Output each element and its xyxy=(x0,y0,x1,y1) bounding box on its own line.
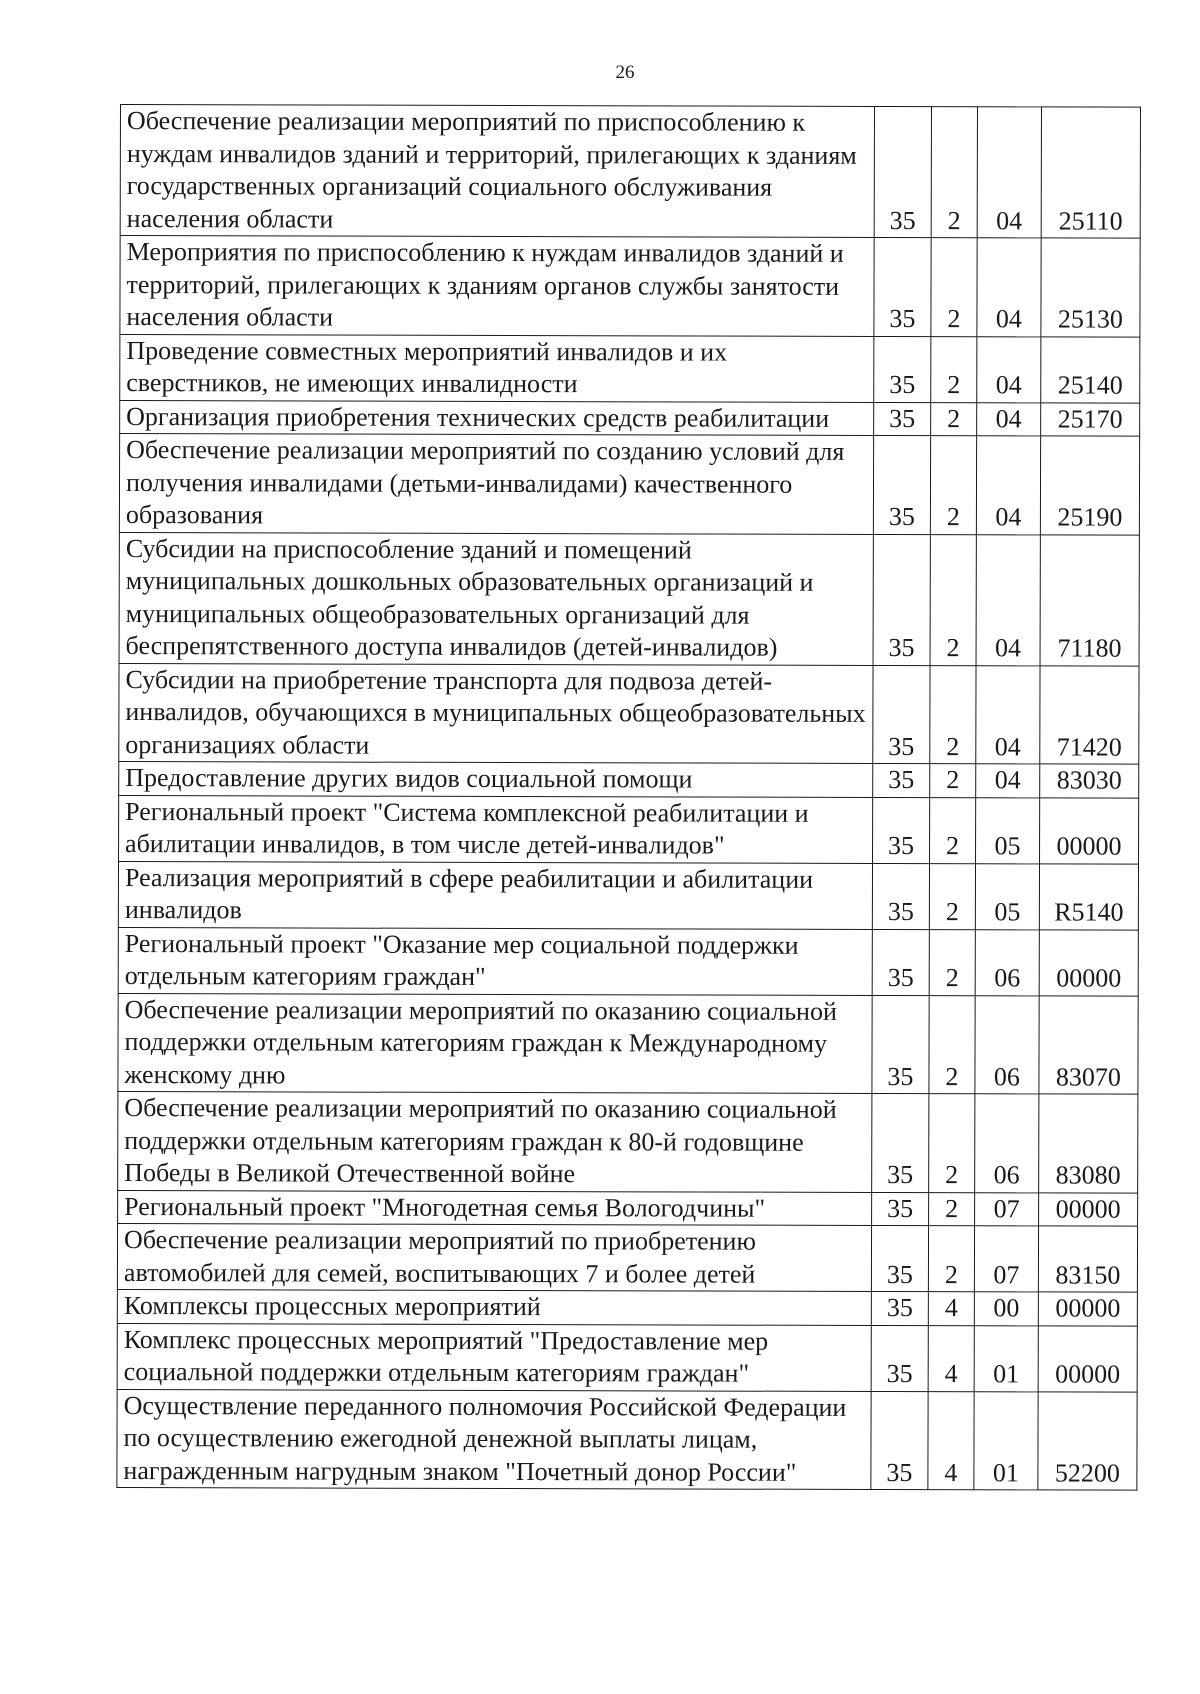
row-name-cell: Организация приобретения технических средств реабилитации xyxy=(120,400,874,435)
table-row xyxy=(118,1091,1138,1192)
table-row xyxy=(119,532,1139,666)
table-row xyxy=(117,1223,1137,1292)
table-row xyxy=(119,663,1139,764)
code-cell-4: 00000 xyxy=(1039,929,1138,995)
code-cell-4: 00000 xyxy=(1038,1292,1137,1326)
table-row xyxy=(117,1389,1137,1490)
code-cell-1: 35 xyxy=(872,995,929,1094)
code-cell-1: 35 xyxy=(874,237,931,336)
row-name-cell: Обеспечение реализации мероприятий по приобретению автомобилей для семей, воспитывающих 7 и более детей xyxy=(117,1223,871,1291)
code-cell-1: 35 xyxy=(874,336,931,402)
code-cell-1: 35 xyxy=(873,763,930,797)
table-body xyxy=(117,105,1141,1491)
code-cell-1: 35 xyxy=(873,665,930,764)
code-cell-2: 2 xyxy=(930,797,976,863)
table-row xyxy=(119,795,1139,864)
row-name-cell: Осуществление переданного полномочия Российской Федерации по осуществлению ежегодной денежной выплаты лицам, награжденным нагрудным знаком "Почетный донор России" xyxy=(117,1389,871,1489)
code-cell-2: 2 xyxy=(929,995,975,1094)
code-cell-3: 06 xyxy=(975,929,1039,995)
row-name-cell: Реализация мероприятий в сфере реабилитации и абилитации инвалидов xyxy=(118,861,872,929)
page-number: 26 xyxy=(615,62,635,83)
code-cell-4: 00000 xyxy=(1038,1325,1137,1391)
table-row xyxy=(119,434,1139,535)
row-name-cell: Предоставление других видов социальной помощи xyxy=(119,761,873,796)
code-cell-3: 01 xyxy=(974,1391,1038,1490)
code-cell-3: 05 xyxy=(975,863,1039,929)
code-cell-3: 06 xyxy=(975,995,1039,1094)
code-cell-2: 2 xyxy=(930,665,976,764)
code-cell-2: 4 xyxy=(928,1391,974,1490)
table-row xyxy=(118,993,1138,1094)
row-name-cell: Региональный проект "Система комплексной реабилитации и абилитации инвалидов, в том числе детей-инвалидов" xyxy=(119,795,873,863)
code-cell-3: 04 xyxy=(976,534,1040,665)
code-cell-4: 00000 xyxy=(1040,797,1139,863)
code-cell-2: 2 xyxy=(928,1226,974,1292)
code-cell-2: 2 xyxy=(929,1192,975,1226)
code-cell-3: 07 xyxy=(975,1192,1039,1226)
code-cell-3: 01 xyxy=(974,1325,1038,1391)
code-cell-3: 04 xyxy=(976,764,1040,798)
code-cell-4: 71180 xyxy=(1040,534,1139,665)
code-cell-4: 00000 xyxy=(1039,1192,1138,1226)
code-cell-2: 2 xyxy=(930,436,976,535)
code-cell-2: 2 xyxy=(931,107,977,238)
table-row xyxy=(120,236,1140,337)
row-name-cell: Обеспечение реализации мероприятий по оказанию социальной поддержки отдельным категориям граждан к Международному женскому дню xyxy=(118,993,872,1093)
code-cell-3: 05 xyxy=(976,797,1040,863)
row-name-cell: Региональный проект "Многодетная семья Вологодчины" xyxy=(118,1190,872,1225)
code-cell-4: 25190 xyxy=(1040,436,1139,535)
code-cell-1: 35 xyxy=(872,1093,929,1192)
code-cell-4: 25170 xyxy=(1041,402,1140,436)
code-cell-1: 35 xyxy=(872,1192,929,1226)
table-row xyxy=(117,1323,1137,1392)
budget-classification-table xyxy=(116,104,1141,1491)
code-cell-3: 04 xyxy=(977,402,1041,436)
code-cell-2: 2 xyxy=(931,402,977,436)
code-cell-4: 25140 xyxy=(1041,336,1140,402)
row-name-cell: Обеспечение реализации мероприятий по приспособлению к нуждам инвалидов зданий и территорий, прилегающих к зданиям государственных организаций социального обслуживания населения области xyxy=(120,105,874,238)
code-cell-2: 2 xyxy=(930,534,976,665)
row-name-cell: Субсидии на приобретение транспорта для подвоза детей-инвалидов, обучающихся в муниципальных общеобразовательных организациях области xyxy=(119,663,873,763)
row-name-cell: Региональный проект "Оказание мер социальной поддержки отдельным категориям граждан" xyxy=(118,927,872,995)
table-row xyxy=(120,334,1140,403)
code-cell-1: 35 xyxy=(874,402,931,436)
table-row xyxy=(117,1289,1137,1325)
code-cell-2: 2 xyxy=(929,1094,975,1193)
code-cell-2: 2 xyxy=(929,929,975,995)
code-cell-3: 04 xyxy=(976,436,1040,535)
row-name-cell: Обеспечение реализации мероприятий по созданию условий для получения инвалидами (детьми-инвалидами) качественного образования xyxy=(119,434,873,534)
code-cell-4: 83070 xyxy=(1039,995,1138,1094)
code-cell-2: 2 xyxy=(930,764,976,798)
code-cell-2: 2 xyxy=(931,336,977,402)
row-name-cell: Субсидии на приспособление зданий и помещений муниципальных дошкольных образовательных организаций и муниципальных общеобразовательных организаций для беспрепятственного доступа инвалидов (детей-инвалидов) xyxy=(119,532,873,665)
table-row xyxy=(118,861,1138,930)
code-cell-3: 06 xyxy=(975,1094,1039,1193)
code-cell-4: R5140 xyxy=(1039,863,1138,929)
table-row xyxy=(118,1190,1138,1226)
code-cell-2: 2 xyxy=(931,238,977,337)
code-cell-3: 04 xyxy=(977,107,1041,238)
code-cell-1: 35 xyxy=(872,929,929,995)
row-name-cell: Проведение совместных мероприятий инвалидов и их сверстников, не имеющих инвалидности xyxy=(120,334,874,402)
code-cell-1: 35 xyxy=(871,1225,928,1291)
code-cell-4: 83030 xyxy=(1040,764,1139,798)
code-cell-3: 04 xyxy=(977,336,1041,402)
code-cell-1: 35 xyxy=(871,1325,928,1391)
code-cell-1: 35 xyxy=(871,1291,928,1325)
code-cell-2: 4 xyxy=(928,1292,974,1326)
code-cell-4: 83080 xyxy=(1039,1094,1138,1193)
code-cell-2: 4 xyxy=(928,1325,974,1391)
code-cell-4: 25110 xyxy=(1041,107,1140,238)
code-cell-3: 04 xyxy=(976,665,1040,764)
code-cell-1: 35 xyxy=(873,797,930,863)
code-cell-4: 83150 xyxy=(1038,1226,1137,1292)
table-row xyxy=(118,927,1138,996)
table-row xyxy=(120,105,1140,239)
code-cell-3: 00 xyxy=(974,1292,1038,1326)
code-cell-2: 2 xyxy=(929,863,975,929)
row-name-cell: Комплексы процессных мероприятий xyxy=(117,1289,871,1324)
code-cell-4: 71420 xyxy=(1040,665,1139,764)
table-row xyxy=(119,761,1139,797)
code-cell-3: 04 xyxy=(977,238,1041,337)
row-name-cell: Обеспечение реализации мероприятий по оказанию социальной поддержки отдельным категориям граждан к 80-й годовщине Победы в Великой Отечественной войне xyxy=(118,1091,872,1191)
code-cell-4: 52200 xyxy=(1038,1391,1137,1490)
code-cell-4: 25130 xyxy=(1041,238,1140,337)
row-name-cell: Комплекс процессных мероприятий "Предоставление мер социальной поддержки отдельным категориям граждан" xyxy=(117,1323,871,1391)
code-cell-1: 35 xyxy=(873,534,930,665)
code-cell-1: 35 xyxy=(872,863,929,929)
code-cell-1: 35 xyxy=(871,1391,928,1490)
code-cell-1: 35 xyxy=(874,106,931,237)
row-name-cell: Мероприятия по приспособлению к нуждам инвалидов зданий и территорий, прилегающих к зданиям органов службы занятости населения области xyxy=(120,236,874,336)
code-cell-3: 07 xyxy=(974,1226,1038,1292)
code-cell-1: 35 xyxy=(873,435,930,534)
table-row xyxy=(120,400,1140,436)
